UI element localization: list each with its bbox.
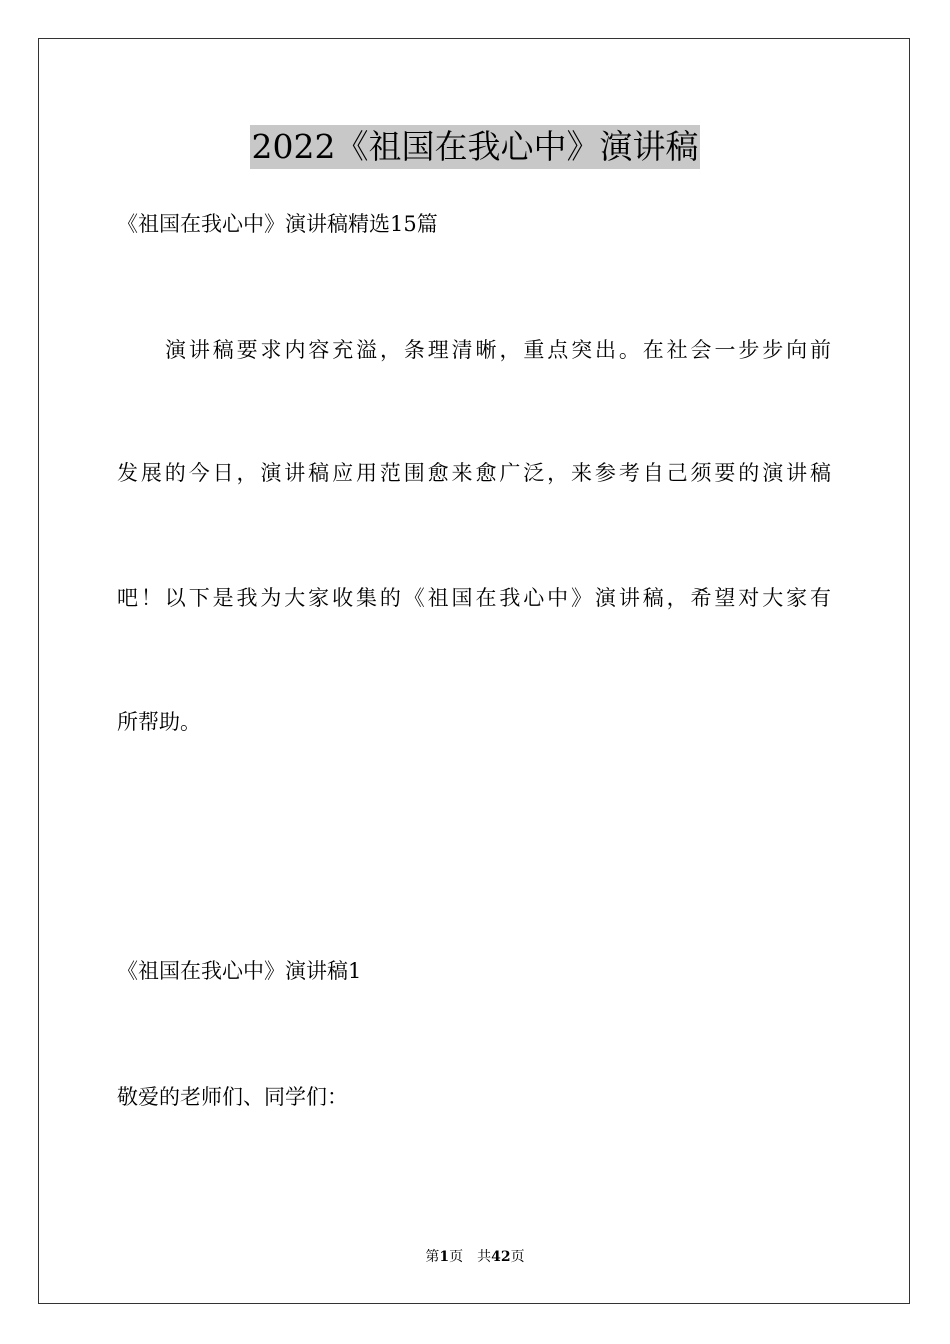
document-subtitle: 《祖国在我心中》演讲稿精选15篇 [117, 212, 438, 236]
footer-page-suffix: 页 [510, 1249, 525, 1265]
title-container [0, 125, 950, 169]
intro-paragraph-line-4: 所帮助。 [117, 710, 201, 734]
intro-paragraph-line-2: 发展的今日，演讲稿应用范围愈来愈广泛，来参考自己须要的演讲稿 [117, 461, 831, 485]
footer-total-pages: 42 [491, 1249, 511, 1265]
salutation: 敬爱的老师们、同学们： [117, 1085, 348, 1109]
footer-page-mid: 页 共 [449, 1249, 492, 1265]
footer-page-prefix: 第 [425, 1249, 440, 1265]
footer-page-number: 1 [439, 1249, 450, 1265]
intro-paragraph-line-1: 演讲稿要求内容充溢，条理清晰，重点突出。在社会一步步向前 [165, 338, 831, 362]
section-heading: 《祖国在我心中》演讲稿1 [117, 959, 362, 983]
intro-paragraph-line-3: 吧！以下是我为大家收集的《祖国在我心中》演讲稿，希望对大家有 [117, 586, 831, 610]
document-title: 2022《祖国在我心中》演讲稿 [250, 125, 701, 169]
page-footer [0, 1247, 950, 1267]
